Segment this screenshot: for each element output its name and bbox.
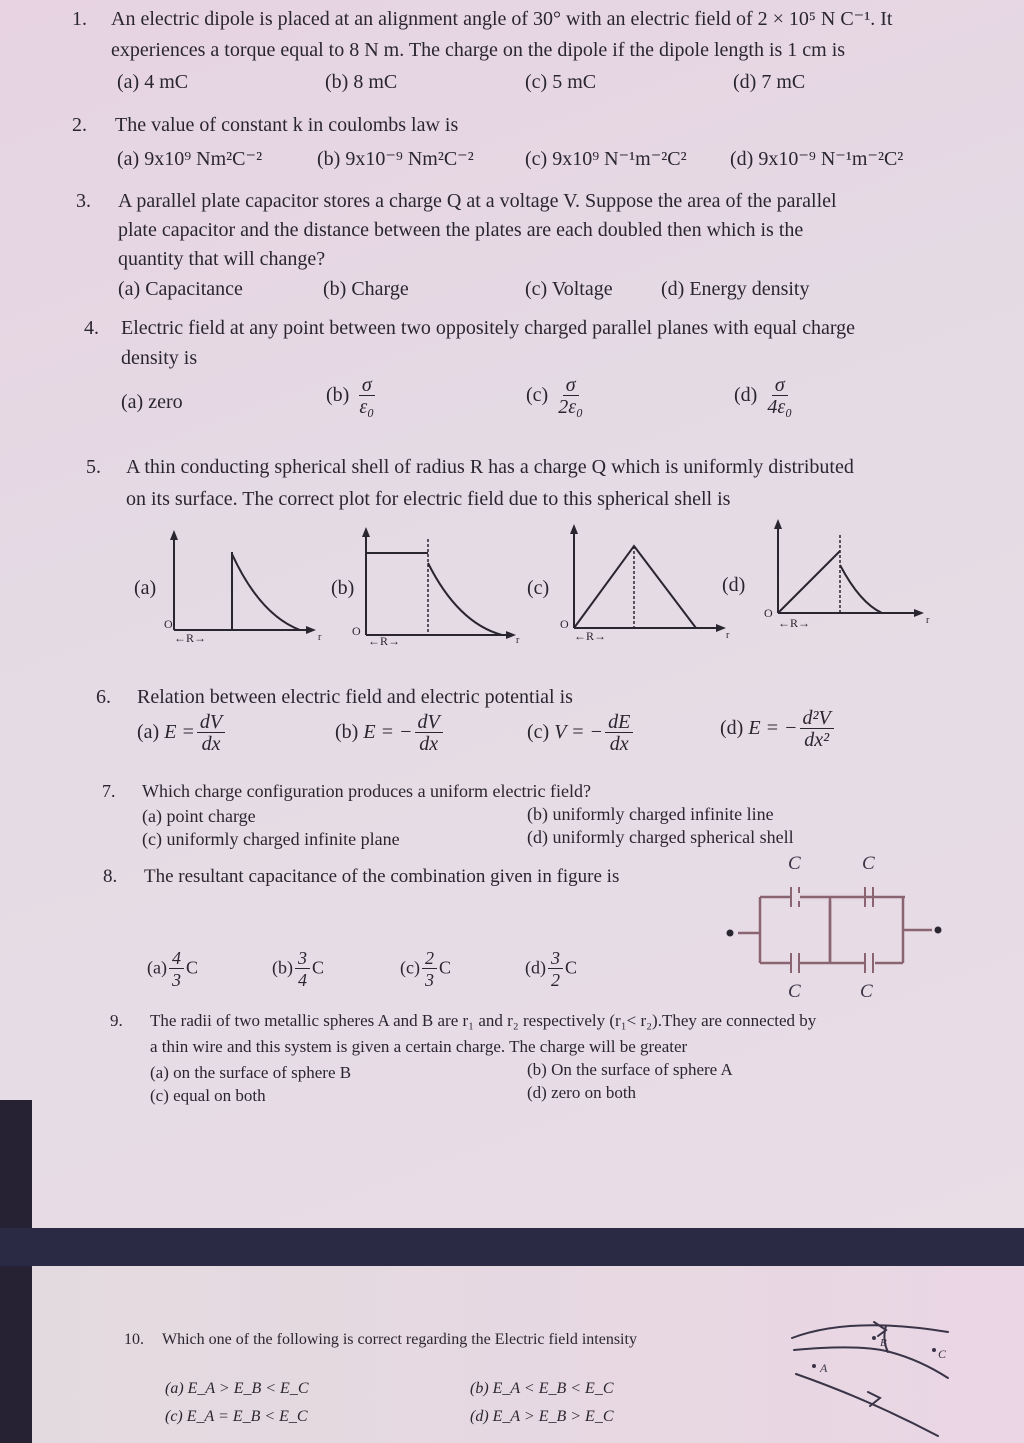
option-b[interactable]: (b) E_A < E_B < E_C (470, 1380, 614, 1397)
option-b[interactable]: (b) Charge (323, 278, 409, 300)
question-number: 6. (96, 686, 111, 708)
svg-text:r: r (926, 615, 930, 626)
option-a[interactable]: (a) point charge (142, 806, 256, 826)
option-d[interactable]: (d) uniformly charged spherical shell (527, 827, 794, 847)
question-text: experiences a torque equal to 8 N m. The charge on the dipole if the dipole length is 1 cm is (111, 39, 846, 61)
fraction: $\frac{\sigma}{\text{2ε₀}}$ (558, 374, 584, 418)
question-text: Which one of the following is correct regarding the Electric field intensity (162, 1331, 637, 1348)
svg-text:O: O (560, 617, 569, 631)
option-a[interactable]: (a) E = $\frac{dV}{dx}$ (137, 712, 227, 755)
graph-d[interactable] (764, 515, 934, 635)
svg-text:r: r (318, 632, 322, 643)
option-a[interactable]: (a) zero (121, 391, 183, 413)
page-edge-shadow (0, 1100, 32, 1443)
option-b[interactable]: (b) uniformly charged infinite line (527, 804, 774, 824)
svg-text:C: C (938, 1347, 947, 1361)
question-number: 10. (124, 1331, 144, 1348)
svg-text:C: C (862, 853, 875, 874)
svg-text:A: A (820, 1361, 828, 1375)
option-d[interactable]: (d) $\frac{3}{2}$ C (525, 948, 578, 990)
question-text: A thin conducting spherical shell of radius R has a charge Q which is uniformly distributed (126, 456, 854, 478)
question-text: The resultant capacitance of the combination given in figure is (144, 866, 620, 887)
question-text: Which charge configuration produces a uniform electric field? (142, 781, 591, 801)
question-number: 3. (76, 190, 91, 212)
svg-text:←R→: ←R→ (778, 616, 811, 630)
question-text: quantity that will change? (118, 248, 326, 270)
question-text: on its surface. The correct plot for electric field due to this spherical shell is (126, 488, 731, 510)
page-gap-band (0, 1228, 1024, 1266)
question-number: 8. (103, 866, 118, 887)
svg-text:←R→: ←R→ (574, 629, 607, 642)
question-number: 7. (102, 781, 116, 801)
question-text: The value of constant k in coulombs law is (115, 114, 459, 136)
svg-text:O: O (164, 617, 173, 631)
option-c[interactable]: (c) 9x10⁹ N⁻¹m⁻²C² (525, 148, 687, 170)
svg-text:←R→: ←R→ (368, 634, 401, 645)
question-number: 9. (110, 1011, 123, 1030)
option-b[interactable]: (b) On the surface of sphere A (527, 1060, 733, 1079)
option-c[interactable]: (c) (527, 577, 550, 599)
question-number: 2. (72, 114, 87, 136)
svg-text:←R→: ←R→ (174, 631, 207, 645)
option-d[interactable]: (d) 7 mC (733, 71, 806, 93)
option-a[interactable]: (a) E_A > E_B < E_C (165, 1380, 309, 1397)
fraction: $\frac{\sigma}{\text{4ε₀}}$ (767, 374, 793, 418)
option-c[interactable]: (c) E_A = E_B < E_C (165, 1408, 308, 1425)
option-b[interactable]: (b) 8 mC (325, 71, 398, 93)
capacitor-circuit-diagram (720, 845, 960, 1010)
option-a[interactable]: (a) Capacitance (118, 278, 243, 300)
question-text: density is (121, 347, 198, 369)
graph-c[interactable] (560, 522, 735, 642)
option-d[interactable]: (d) $\frac{\sigma}{\text{4ε₀}}$ (734, 375, 797, 418)
field-lines-sketch (770, 1300, 960, 1443)
question-text: Electric field at any point between two oppositely charged parallel planes with equal charge (121, 317, 855, 339)
option-d[interactable]: (d) (722, 574, 746, 596)
option-a[interactable]: (a) $\frac{4}{3}$ C (147, 948, 198, 990)
question-text: A parallel plate capacitor stores a charge Q at a voltage V. Suppose the area of the parallel (118, 190, 837, 212)
svg-text:O: O (352, 624, 361, 638)
question-number: 4. (84, 317, 99, 339)
option-c[interactable]: (c) $\frac{2}{3}$ C (400, 948, 451, 990)
question-text: The radii of two metallic spheres A and B are r₁ and r₂ respectively (r₁< r₂).They are connected by (150, 1011, 817, 1030)
option-c[interactable]: (c) equal on both (150, 1086, 266, 1105)
question-number: 1. (72, 8, 87, 30)
graph-a[interactable] (160, 530, 330, 645)
option-a[interactable]: (a) 4 mC (117, 71, 189, 93)
option-a[interactable]: (a) on the surface of sphere B (150, 1063, 352, 1082)
option-d[interactable]: (d) zero on both (527, 1083, 637, 1102)
question-number: 5. (86, 456, 101, 478)
svg-text:C: C (788, 853, 801, 874)
option-a[interactable]: (a) 9x10⁹ Nm²C⁻² (117, 148, 263, 170)
option-d[interactable]: (d) E_A > E_B > E_C (470, 1408, 614, 1425)
question-text: Relation between electric field and electric potential is (137, 686, 573, 708)
option-c[interactable]: (c) 5 mC (525, 71, 597, 93)
option-b[interactable]: (b) $\frac{3}{4}$ C (272, 948, 325, 990)
option-b[interactable]: (b) 9x10⁻⁹ Nm²C⁻² (317, 148, 474, 170)
svg-text:B: B (880, 1337, 887, 1349)
question-text: a thin wire and this system is given a certain charge. The charge will be greater (150, 1037, 688, 1056)
svg-text:r: r (726, 630, 730, 641)
option-b[interactable]: (b) $\frac{\sigma}{\text{ε₀}}$ (326, 375, 379, 418)
svg-text:C: C (788, 981, 801, 1002)
question-text: An electric dipole is placed at an alignment angle of 30° with an electric field of 2 × 10⁵ N C⁻¹. It (111, 8, 893, 30)
svg-text:r: r (516, 635, 520, 645)
option-d[interactable]: (d) E = − $\frac{\text{d²V}}{\text{dx²}}$ (720, 708, 836, 751)
fraction: $\frac{\sigma}{\text{ε₀}}$ (359, 374, 375, 418)
svg-text:O: O (764, 606, 773, 620)
graph-b[interactable] (350, 525, 525, 645)
option-c[interactable]: (c) uniformly charged infinite plane (142, 829, 400, 849)
option-d[interactable]: (d) Energy density (661, 278, 810, 300)
option-c[interactable]: (c) Voltage (525, 278, 613, 300)
svg-text:C: C (860, 981, 873, 1002)
question-text: plate capacitor and the distance between the plates are each doubled then which is the (118, 219, 804, 241)
option-b[interactable]: (b) E = − $\frac{dV}{dx}$ (335, 712, 445, 755)
option-b[interactable]: (b) (331, 577, 355, 599)
option-c[interactable]: (c) $\frac{\sigma}{\text{2ε₀}}$ (526, 375, 588, 418)
option-d[interactable]: (d) 9x10⁻⁹ N⁻¹m⁻²C² (730, 148, 904, 170)
option-c[interactable]: (c) V = − $\frac{dE}{dx}$ (527, 712, 635, 755)
option-a[interactable]: (a) (134, 577, 157, 599)
